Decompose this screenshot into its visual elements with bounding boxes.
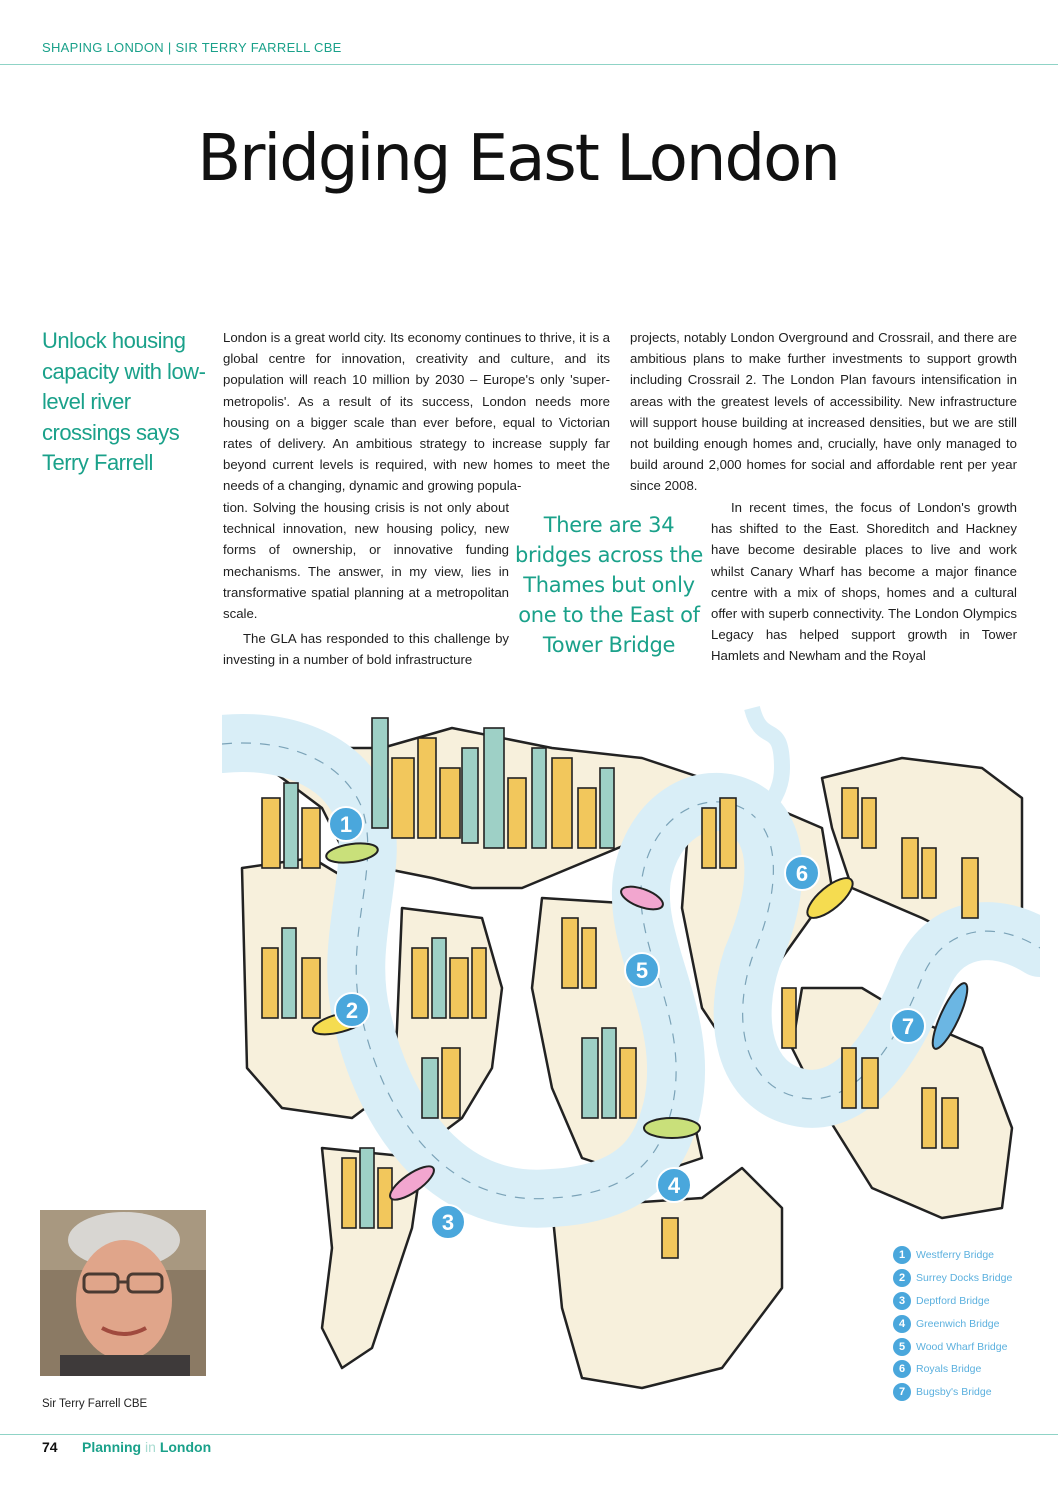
header-rule: [0, 64, 1058, 65]
legend-label: Wood Wharf Bridge: [916, 1340, 1008, 1353]
marker-2-label: 2: [345, 998, 359, 1023]
legend-item: [893, 1381, 1012, 1404]
map-legend: [893, 1244, 1012, 1404]
paragraph: projects, notably London Overground and Crossrail, and there are ambitious plans to make further investments to support growth including Crossrail 2. The London Plan favours intensification in areas with the greatest levels of accessibility. New infrastructure will support house building at increased densities, but we are still not building enough homes and, crucially, have only managed to build around 2,000 homes for social and affordable rent per year since 2008.: [630, 330, 1017, 494]
paragraph: The GLA has responded to this challenge by investing in a number of bold infrastructure: [223, 631, 509, 668]
pull-quote: There are 34 bridges across the Thames but only one to the East of Tower Bridge: [514, 513, 704, 657]
column-2-bottom: [711, 497, 1017, 667]
legend-label: Surrey Docks Bridge: [916, 1272, 1013, 1285]
paragraph: In recent times, the focus of London's growth has shifted to the East. Shoreditch and Hackney have become desirable places to live and work whilst Canary Wharf has become a major finance centre with a mix of shops, homes and a cultural offer with superb connectivity. The London Olympics Legacy has helped support growth in Tower Hamlets and Newham and the Royal: [711, 500, 1017, 664]
marker-5-label: 5: [635, 958, 649, 983]
running-head: SHAPING LONDON | SIR TERRY FARRELL CBE: [42, 40, 342, 55]
magazine-name-planning: Planning: [82, 1439, 142, 1455]
marker-3-label: 3: [441, 1210, 455, 1235]
column-1-bottom: [223, 497, 509, 671]
page-number: 74: [42, 1439, 58, 1455]
legend-number: 2: [893, 1269, 911, 1287]
paragraph: tion. Solving the housing crisis is not only about technical innovation, new housing policy, new forms of ownership, or innovative funding mechanisms. The answer, in my view, lies in transformative spatial planning at a metropolitan scale.: [223, 500, 509, 622]
legend-number: 5: [893, 1338, 911, 1356]
legend-item: [893, 1244, 1012, 1267]
marker-4-label: 4: [667, 1173, 681, 1198]
bridge-4: [644, 1118, 700, 1138]
legend-label: Greenwich Bridge: [916, 1317, 1000, 1330]
magazine-name: [82, 1439, 211, 1455]
marker-1-label: 1: [339, 812, 353, 837]
legend-label: Westferry Bridge: [916, 1249, 994, 1262]
legend-number: 1: [893, 1246, 911, 1264]
legend-label: Royals Bridge: [916, 1363, 982, 1376]
magazine-name-london: London: [159, 1439, 212, 1455]
legend-item: [893, 1358, 1012, 1381]
legend-item: [893, 1267, 1012, 1290]
legend-number: 3: [893, 1292, 911, 1310]
footer-rule: [0, 1434, 1058, 1435]
legend-number: 4: [893, 1315, 911, 1333]
legend-number: 7: [893, 1383, 911, 1401]
legend-number: 6: [893, 1360, 911, 1378]
marker-6-label: 6: [795, 861, 809, 886]
standfirst: Unlock housing capacity with low-level river crossings says Terry Farrell: [42, 328, 206, 475]
column-2-top: [630, 327, 1017, 497]
author-portrait-photo: [40, 1210, 206, 1376]
legend-item: [893, 1312, 1012, 1335]
legend-label: Deptford Bridge: [916, 1294, 990, 1307]
legend-item: [893, 1335, 1012, 1358]
portrait-caption: Sir Terry Farrell CBE: [42, 1398, 148, 1410]
magazine-name-in: in: [145, 1439, 156, 1455]
page-title: Bridging East London: [197, 122, 839, 196]
column-1-top: [223, 327, 610, 497]
marker-7-label: 7: [901, 1014, 915, 1039]
legend-label: Bugsby's Bridge: [916, 1386, 992, 1399]
paragraph: London is a great world city. Its economy continues to thrive, it is a global centre for innovation, creativity and culture, and its population will reach 10 million by 2030 – Europe's only 'super-metropolis'. As a result of its success, London needs more housing on a bigger scale than ever before, equal to Victorian rates of delivery. An ambitious strategy to increase supply far beyond current levels is required, with new homes to meet the needs of a changing, dynamic and growing popula-: [223, 330, 610, 494]
legend-item: [893, 1290, 1012, 1313]
